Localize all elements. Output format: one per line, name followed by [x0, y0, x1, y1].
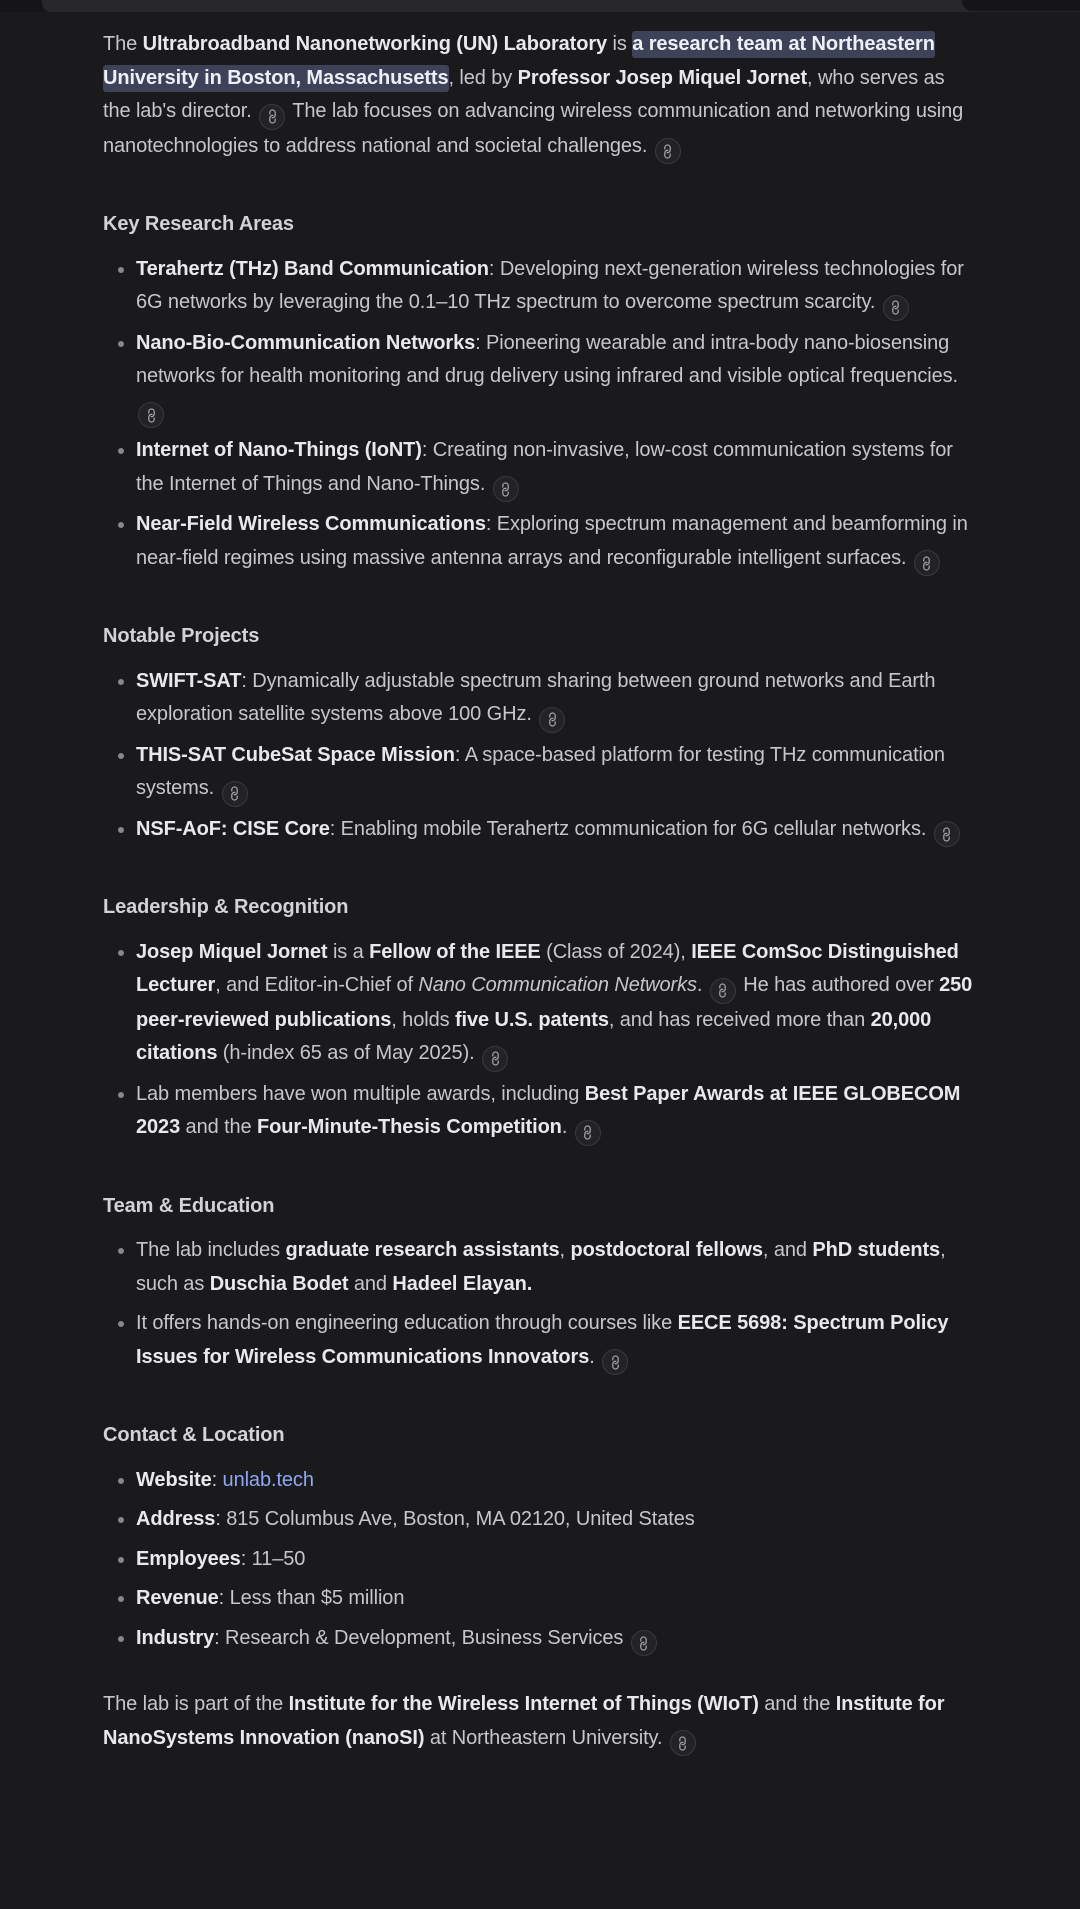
- toolbar-left-corner: [0, 0, 44, 12]
- bold-text: graduate research assistants: [285, 1239, 560, 1261]
- text-run: and: [348, 1272, 393, 1295]
- list-item-text: [136, 1312, 948, 1368]
- list-item: [103, 1234, 975, 1301]
- bullet-dot: [118, 267, 124, 273]
- top-toolbar-edge: [0, 0, 1080, 12]
- list-item: [103, 739, 975, 807]
- text-run: : Pioneering wearable and intra-body nano-biosensing networks for health monitoring and drug delivery using infrared and visible optical frequencies.: [136, 331, 958, 387]
- list-item: [103, 1078, 975, 1146]
- citation-link-icon[interactable]: [259, 104, 285, 130]
- text-run: is: [607, 33, 633, 55]
- citation-link-icon[interactable]: [670, 1730, 696, 1756]
- list-item-text: [136, 1627, 659, 1649]
- bullet-list: [103, 665, 975, 848]
- text-run: , and Editor-in-Chief of: [215, 974, 419, 996]
- bullet-dot: [118, 522, 124, 528]
- section-contact-location: [103, 1419, 975, 1656]
- section-leadership-recognition: [103, 891, 975, 1146]
- citation-link-icon[interactable]: [138, 402, 164, 428]
- text-run: The lab is part of the: [103, 1693, 289, 1715]
- text-run: and the: [180, 1116, 258, 1138]
- bold-text: Address: [136, 1508, 216, 1530]
- text-run: It offers hands-on engineering education through courses like: [136, 1312, 678, 1334]
- list-item: [103, 434, 975, 502]
- list-item-text: [136, 1587, 404, 1609]
- section-notable-projects: [103, 620, 975, 847]
- bold-text: Fellow of the IEEE: [369, 940, 541, 963]
- list-item: [103, 1307, 975, 1375]
- list-item-text: [136, 258, 964, 314]
- bold-text: 20,000 citations: [136, 1008, 932, 1064]
- bold-text: Institute for NanoSystems Innovation (nanoSI): [103, 1693, 945, 1749]
- text-run: , who serves as the lab's director.: [103, 66, 945, 122]
- citation-link-icon[interactable]: [539, 707, 565, 733]
- bold-text: THIS-SAT CubeSat Space Mission: [136, 743, 455, 766]
- text-run: , holds: [391, 1008, 455, 1031]
- bold-text: Hadeel Elayan.: [392, 1272, 533, 1295]
- bold-text: Nano-Bio-Communication Networks: [136, 331, 476, 354]
- text-run: , led by: [448, 66, 518, 89]
- text-run: : Creating non-invasive, low-cost communication systems for the Internet of Things and Nano-Things.: [136, 439, 953, 495]
- list-item-text: [136, 332, 958, 421]
- list-item: [103, 1582, 975, 1616]
- list-item: [103, 1464, 975, 1498]
- text-run: and the: [758, 1693, 836, 1715]
- bullet-list: [103, 1234, 975, 1375]
- bold-text: postdoctoral fellows: [570, 1239, 763, 1261]
- intro-paragraph: [103, 28, 975, 164]
- bullet-dot: [118, 753, 124, 759]
- bullet-dot: [118, 1636, 124, 1642]
- text-run: (h-index 65 as of May 2025).: [217, 1042, 481, 1064]
- citation-link-icon[interactable]: [631, 1630, 657, 1656]
- text-run: : Less than $5 million: [218, 1587, 405, 1609]
- text-run: : Enabling mobile Terahertz communication for 6G cellular networks.: [329, 817, 932, 840]
- citation-link-icon[interactable]: [602, 1349, 628, 1375]
- bold-text: Employees: [136, 1547, 241, 1570]
- list-item-text: [136, 1469, 314, 1491]
- section-heading-notable-projects: Notable Projects: [103, 625, 260, 647]
- list-item: [103, 253, 975, 321]
- bold-text: IEEE ComSoc Distinguished Lecturer: [136, 940, 959, 996]
- bullet-dot: [118, 679, 124, 685]
- list-item-text: [136, 1083, 960, 1139]
- text-run: , and has received more than: [608, 1008, 871, 1031]
- bold-text: EECE 5698: Spectrum Policy Issues for Wireless Communications Innovators: [136, 1312, 949, 1368]
- section-heading-team-education: Team & Education: [103, 1194, 275, 1217]
- bold-text: Near-Field Wireless Communications: [136, 513, 486, 535]
- bullet-dot: [118, 1557, 124, 1563]
- bullet-dot: [118, 1478, 124, 1484]
- text-run: The: [103, 33, 143, 55]
- list-item: [103, 936, 975, 1072]
- section-heading-contact-location: Contact & Location: [103, 1424, 285, 1446]
- bullet-list: [103, 936, 975, 1146]
- list-item: [103, 665, 975, 733]
- external-link[interactable]: unlab.tech: [222, 1468, 314, 1491]
- list-item-text: [136, 670, 935, 726]
- bold-text: Institute for the Wireless Internet of Things (WIoT): [288, 1693, 759, 1715]
- list-item-text: [136, 1508, 695, 1530]
- text-run: .: [696, 974, 708, 996]
- citation-link-icon[interactable]: [575, 1120, 601, 1146]
- bold-text: 250 peer-reviewed publications: [136, 974, 973, 1031]
- outro-paragraph: [103, 1688, 975, 1756]
- section-heading-key-research-areas: Key Research Areas: [103, 213, 294, 235]
- list-item-text: [136, 941, 972, 1065]
- bold-text: five U.S. patents: [454, 1008, 609, 1031]
- bold-text: Josep Miquel Jornet: [136, 940, 328, 963]
- text-run: , and: [762, 1239, 813, 1261]
- text-run: :: [211, 1468, 223, 1491]
- toolbar-right-corner: [962, 0, 1080, 11]
- section-team-education: [103, 1190, 975, 1376]
- citation-link-icon[interactable]: [655, 138, 681, 164]
- text-run: : Developing next-generation wireless technologies for 6G networks by leveraging the 0.1–10 THz spectrum to overcome spectrum scarcity.: [136, 257, 964, 313]
- list-item: [103, 1622, 975, 1657]
- text-run: is a: [327, 940, 370, 963]
- section-key-research-areas: [103, 208, 975, 576]
- text-run: He has authored over: [737, 974, 940, 996]
- bold-text: Revenue: [136, 1587, 219, 1609]
- bullet-dot: [118, 341, 124, 347]
- section-heading-leadership-recognition: Leadership & Recognition: [103, 896, 349, 918]
- text-run: , such as: [136, 1239, 946, 1295]
- list-item-text: [136, 1239, 946, 1295]
- text-run: (Class of 2024),: [540, 940, 692, 963]
- highlighted-text: a research team at Northeastern University in Boston, Massachusetts: [103, 31, 935, 92]
- text-run: : 815 Columbus Ave, Boston, MA 02120, United States: [215, 1508, 695, 1530]
- citation-link-icon[interactable]: [482, 1046, 508, 1072]
- bold-text: Professor Josep Miquel Jornet: [517, 66, 808, 89]
- bold-text: SWIFT-SAT: [136, 669, 242, 692]
- list-item: [103, 327, 975, 429]
- text-run: : 11–50: [240, 1547, 306, 1570]
- bullet-dot: [118, 827, 124, 833]
- bullet-dot: [118, 1321, 124, 1327]
- citation-link-icon[interactable]: [493, 476, 519, 502]
- text-run: ,: [559, 1239, 571, 1261]
- text-run: .: [561, 1116, 573, 1138]
- text-run: .: [589, 1345, 601, 1368]
- text-run: : A space-based platform for testing THz communication systems.: [136, 743, 945, 799]
- citation-link-icon[interactable]: [222, 781, 248, 807]
- bold-text: Four-Minute-Thesis Competition: [257, 1116, 562, 1138]
- list-item-text: [136, 439, 953, 495]
- list-item: [103, 1543, 975, 1577]
- text-run: at Northeastern University.: [424, 1726, 668, 1749]
- citation-link-icon[interactable]: [934, 821, 960, 847]
- list-item-text: [136, 818, 962, 840]
- bullet-list: [103, 1464, 975, 1657]
- bold-text: Internet of Nano-Things (IoNT): [136, 439, 422, 461]
- citation-link-icon[interactable]: [883, 295, 909, 321]
- list-item: [103, 1503, 975, 1537]
- text-run: The lab includes: [136, 1239, 286, 1261]
- bold-text: Ultrabroadband Nanonetworking (UN) Laboratory: [142, 33, 608, 55]
- text-run: The lab focuses on advancing wireless communication and networking using nanotechnologies to address national and societal challenges.: [103, 100, 964, 157]
- bullet-dot: [118, 448, 124, 454]
- bold-text: Website: [136, 1468, 212, 1491]
- bullet-dot: [118, 1596, 124, 1602]
- text-run: : Dynamically adjustable spectrum sharing between ground networks and Earth exploration satellite systems above 100 GHz.: [136, 669, 936, 725]
- list-item: [103, 813, 975, 848]
- answer-content: [0, 12, 1080, 1756]
- bullet-dot: [118, 1517, 124, 1523]
- bold-text: Best Paper Awards at IEEE GLOBECOM 2023: [136, 1082, 961, 1138]
- bold-text: Terahertz (THz) Band Communication: [136, 257, 489, 280]
- bold-text: Duschia Bodet: [209, 1272, 349, 1295]
- text-run: : Research & Development, Business Services: [214, 1626, 629, 1649]
- bullet-list: [103, 253, 975, 577]
- text-run: Lab members have won multiple awards, including: [136, 1082, 585, 1105]
- toolbar-strip: [42, 0, 1080, 12]
- list-item-text: [136, 744, 945, 800]
- bold-text: NSF-AoF: CISE Core: [136, 817, 330, 840]
- bullet-dot: [118, 1248, 124, 1254]
- list-item-text: [136, 513, 968, 569]
- bullet-dot: [118, 1092, 124, 1098]
- bold-text: Industry: [136, 1626, 215, 1649]
- text-run: : Exploring spectrum management and beamforming in near-field regimes using massive antenna arrays and reconfigurable intelligent surfaces.: [136, 513, 968, 569]
- citation-link-icon[interactable]: [710, 978, 736, 1004]
- italic-text: Nano Communication Networks: [418, 974, 697, 996]
- citation-link-icon[interactable]: [914, 550, 940, 576]
- bullet-dot: [118, 950, 124, 956]
- list-item-text: [136, 1548, 305, 1570]
- list-item: [103, 508, 975, 576]
- bold-text: PhD students: [812, 1239, 941, 1261]
